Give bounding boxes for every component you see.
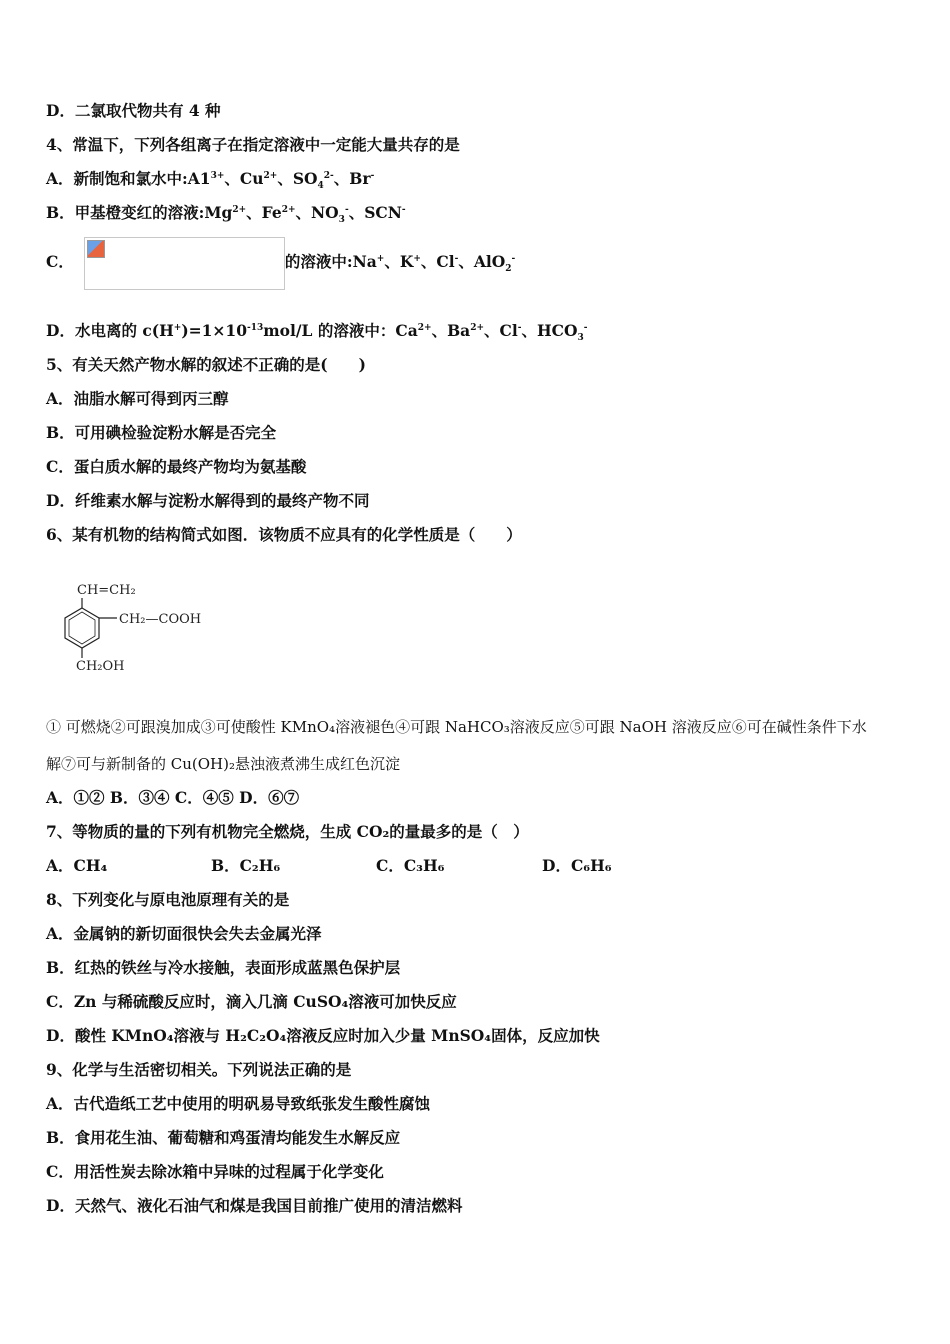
- q9-option-c: C．用活性炭去除冰箱中异味的过程属于化学变化: [46, 1162, 384, 1181]
- q4-option-c: C． 的溶液中:Na+、K+、Cl-、AlO$_2$-: [46, 235, 515, 290]
- structure-side-group: CH₂—COOH: [119, 612, 202, 627]
- q7-option-d: D．C₆H₆: [542, 856, 612, 875]
- q4-option-a: A．新制饱和氯水中$:A1^{3+}$、$Cu^{2+}$、$SO_4^{2-}$、Br-: [46, 169, 375, 192]
- q7-option-a: A．CH₄: [46, 856, 108, 875]
- q7-option-b: B．C₂H₆: [211, 856, 281, 875]
- q9-stem: 9、化学与生活密切相关。下列说法正确的是: [46, 1060, 352, 1079]
- broken-image-icon: [87, 240, 105, 258]
- q5-option-d: D．纤维素水解与淀粉水解得到的最终产物不同: [46, 491, 370, 510]
- q5-option-c: C．蛋白质水解的最终产物均为氨基酸: [46, 457, 307, 476]
- q4-option-b: B．甲基橙变红的溶液$:Mg^{2+}$、$Fe^{2+}$、$NO_3^-$、SCN-: [46, 203, 406, 226]
- q6-stem: 6、某有机物的结构简式如图．该物质不应具有的化学性质是（ ）: [46, 525, 522, 544]
- q6-properties-line1: ① 可燃烧②可跟溴加成③可使酸性 KMnO₄溶液褪色④可跟 NaHCO₃溶液反应⑤可跟 NaOH 溶液反应⑥可在碱性条件下水: [46, 718, 867, 736]
- q8-option-a: A．金属钠的新切面很快会失去金属光泽: [46, 924, 322, 943]
- q9-option-d: D．天然气、液化石油气和煤是我国目前推广使用的清洁燃料: [46, 1196, 463, 1215]
- q6-options: A．①② B．③④ C．④⑤ D．⑥⑦: [46, 788, 300, 807]
- q8-option-c: C．Zn 与稀硫酸反应时，滴入几滴 CuSO₄溶液可加快反应: [46, 992, 457, 1011]
- structure-bottom-group: CH₂OH: [76, 659, 125, 674]
- structure-top-group: CH=CH₂: [77, 583, 136, 598]
- q8-option-b: B．红热的铁丝与冷水接触，表面形成蓝黑色保护层: [46, 958, 401, 977]
- q5-option-b: B．可用碘检验淀粉水解是否完全: [46, 423, 277, 442]
- q8-option-d: D．酸性 KMnO₄溶液与 H₂C₂O₄溶液反应时加入少量 MnSO₄固体，反应加快: [46, 1026, 600, 1045]
- q5-stem: 5、有关天然产物水解的叙述不正确的是( ): [46, 355, 366, 374]
- q4-option-d: D．水电离的 $c(H^+)=1\times 10^{-13}mol/L$ 的溶液中：$Ca^{2+}$、$Ba^{2+}$、Cl-、$HCO_3^-$: [46, 321, 588, 344]
- q7-option-c: C．C₃H₆: [376, 856, 445, 875]
- q5-option-a: A．油脂水解可得到丙三醇: [46, 389, 229, 408]
- q9-option-a: A．古代造纸工艺中使用的明矾易导致纸张发生酸性腐蚀: [46, 1094, 431, 1113]
- q3-option-d: D．二氯取代物共有 4 种: [46, 101, 221, 120]
- q4-stem: 4、常温下，下列各组离子在指定溶液中一定能大量共存的是: [46, 135, 460, 154]
- structural-formula: [62, 574, 222, 684]
- q6-properties-line2: 解⑦可与新制备的 Cu(OH)₂悬浊液煮沸生成红色沉淀: [46, 755, 401, 773]
- q9-option-b: B．食用花生油、葡萄糖和鸡蛋清均能发生水解反应: [46, 1128, 401, 1147]
- q8-stem: 8、下列变化与原电池原理有关的是: [46, 890, 290, 909]
- q7-stem: 7、等物质的量的下列有机物完全燃烧，生成 CO₂的量最多的是（ ）: [46, 822, 529, 841]
- broken-image-placeholder: [84, 237, 285, 290]
